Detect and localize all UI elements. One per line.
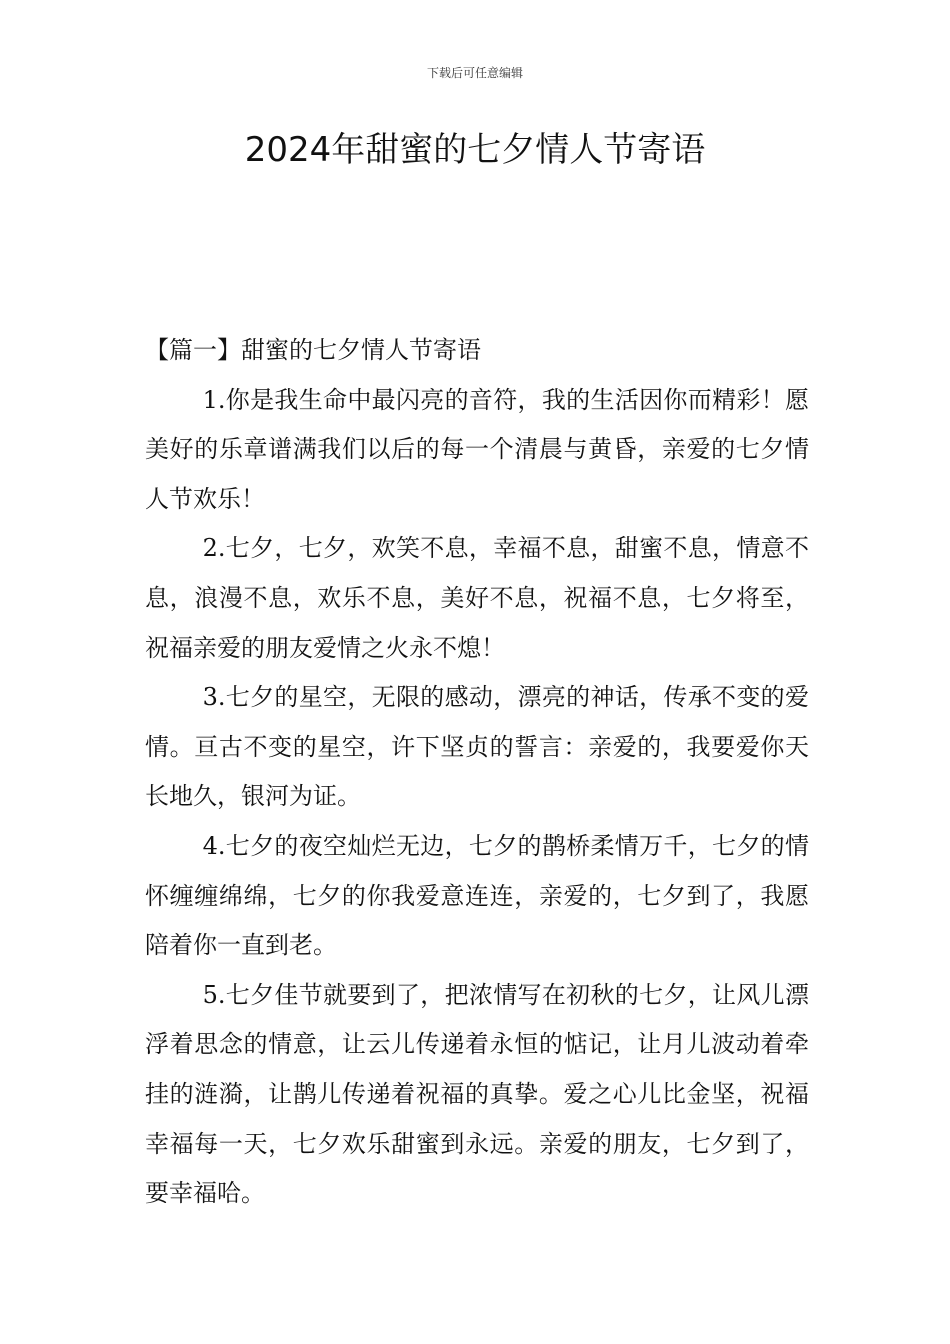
document-body xyxy=(145,326,809,1219)
paragraph-1: 1.你是我生命中最闪亮的音符，我的生活因你而精彩！愿美好的乐章谱满我们以后的每一个清晨与黄昏，亲爱的七夕情人节欢乐！ xyxy=(145,385,809,513)
paragraph-3: 3.七夕的星空，无限的感动，漂亮的神话，传承不变的爱情。亘古不变的星空，许下坚贞的誓言：亲爱的，我要爱你天长地久，银河为证。 xyxy=(145,683,809,811)
header-note: 下载后可任意编辑 xyxy=(426,66,523,80)
paragraph-4: 4.七夕的夜空灿烂无边，七夕的鹊桥柔情万千，七夕的情怀缠缠绵绵，七夕的你我爱意连连，亲爱的，七夕到了，我愿陪着你一直到老。 xyxy=(145,831,809,960)
section-heading: 【篇一】甜蜜的七夕情人节寄语 xyxy=(145,336,481,364)
document-title: 2024年甜蜜的七夕情人节寄语 xyxy=(244,130,706,170)
paragraph-2: 2.七夕，七夕，欢笑不息，幸福不息，甜蜜不息，情意不息，浪漫不息，欢乐不息，美好不息，祝福不息，七夕将至，祝福亲爱的朋友爱情之火永不熄！ xyxy=(145,534,809,662)
paragraph-5: 5.七夕佳节就要到了，把浓情写在初秋的七夕，让风儿漂浮着思念的情意，让云儿传递着永恒的惦记，让月儿波动着牵挂的涟漪，让鹊儿传递着祝福的真挚。爱之心儿比金坚，祝福幸福每一天，七夕欢乐甜蜜到永远。亲爱的朋友，七夕到了，要幸福哈。 xyxy=(145,980,809,1208)
